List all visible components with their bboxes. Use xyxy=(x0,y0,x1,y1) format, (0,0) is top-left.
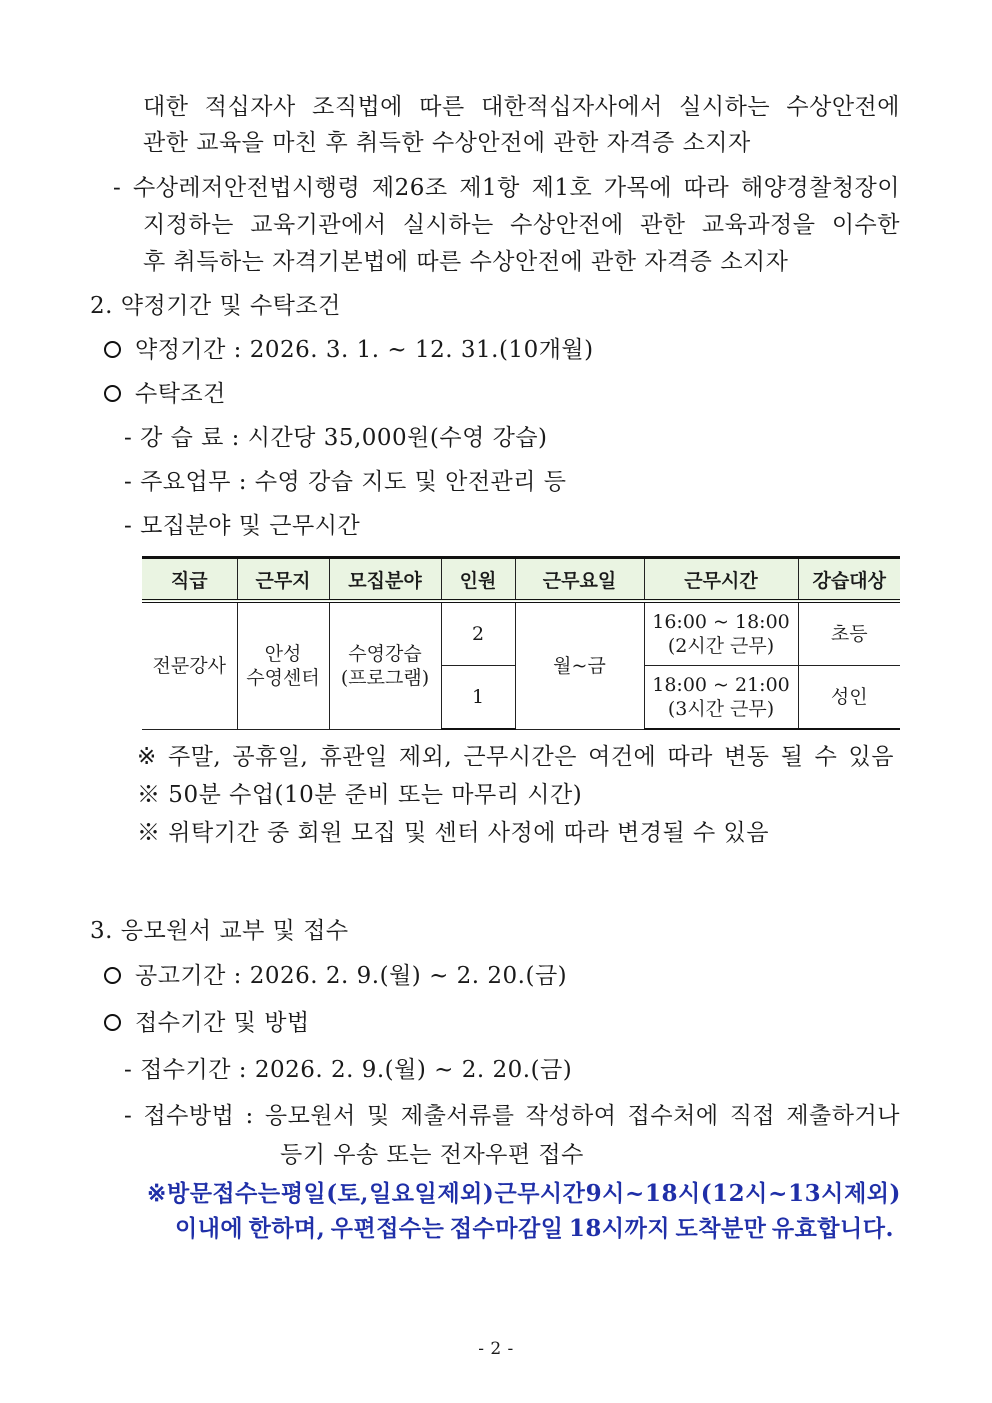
receipt-method-1: - 접수방법 : 응모원서 및 제출서류를 작성하여 접수처에 직접 제출하거나 xyxy=(124,1103,900,1129)
receipt-title-text: 접수기간 및 방법 xyxy=(135,1010,310,1036)
place-line-1: 안성 xyxy=(264,642,302,665)
place-line-2: 수영센터 xyxy=(246,666,320,689)
qualification-line-2: 관한 교육을 마친 후 취득한 수상안전에 관한 자격증 소지자 xyxy=(143,130,751,156)
conditions-title-text: 수탁조건 xyxy=(135,381,226,407)
header-field: 모집분야 xyxy=(329,558,441,602)
contract-period xyxy=(104,335,594,365)
days-cell: 월~금 xyxy=(515,601,644,729)
table-row xyxy=(142,601,900,665)
contract-period-text: 약정기간 : 2026. 3. 1. ~ 12. 31.(10개월) xyxy=(135,337,594,363)
header-days: 근무요일 xyxy=(515,558,644,602)
time-note: (2시간 근무) xyxy=(667,634,775,657)
main-duties: - 주요업무 : 수영 강습 지도 및 안전관리 등 xyxy=(124,469,567,495)
recruitment-fields: - 모집분야 및 근무시간 xyxy=(124,513,361,539)
lesson-fee: - 강 습 료 : 시간당 35,000원(수영 강습) xyxy=(124,425,548,451)
header-target: 강습대상 xyxy=(798,558,900,602)
header-count: 인원 xyxy=(441,558,515,602)
notice-period-text: 공고기간 : 2026. 2. 9.(월) ~ 2. 20.(금) xyxy=(135,963,568,989)
qualification-line-3: - 수상레저안전법시행령 제26조 제1항 제1호 가목에 따라 해양경찰청장이 xyxy=(113,175,900,201)
important-notice-2: 이내에 한하며, 우편접수는 접수마감일 18시까지 도착분만 유효합니다. xyxy=(175,1215,894,1242)
section2-heading: 2. 약정기간 및 수탁조건 xyxy=(90,293,341,319)
circle-bullet-icon xyxy=(104,385,121,402)
note-1: ※ 주말, 공휴일, 휴관일 제외, 근무시간은 여건에 따라 변동 될 수 있음 xyxy=(137,744,894,770)
receipt-period: - 접수기간 : 2026. 2. 9.(월) ~ 2. 20.(금) xyxy=(124,1057,573,1083)
target-cell: 성인 xyxy=(798,665,900,729)
time-range: 16:00 ~ 18:00 xyxy=(652,610,790,633)
receipt-method-2: 등기 우송 또는 전자우편 접수 xyxy=(280,1142,584,1168)
receipt-title xyxy=(104,1008,310,1038)
time-cell xyxy=(644,665,798,729)
important-notice-1: ※ 방문접수는 평일(토, 일요일 제외) 근무시간 9시 ~ 18시(12시 ~ 13시 제외) xyxy=(147,1180,901,1207)
table-header-row xyxy=(142,558,900,602)
qualification-line-5: 후 취득하는 자격기본법에 따른 수상안전에 관한 자격증 소지자 xyxy=(143,249,789,275)
conditions-title xyxy=(104,379,226,409)
recruitment-table xyxy=(142,556,900,730)
notice-period xyxy=(104,961,567,991)
time-note: (3시간 근무) xyxy=(667,697,775,720)
section3-heading: 3. 응모원서 교부 및 접수 xyxy=(90,918,349,944)
place-cell xyxy=(237,601,329,729)
circle-bullet-icon xyxy=(104,1014,121,1031)
qualification-line-4: 지정하는 교육기관에서 실시하는 수상안전에 관한 교육과정을 이수한 xyxy=(143,212,900,238)
qualification-line-1: 대한 적십자사 조직법에 따른 대한적십자사에서 실시하는 수상안전에 xyxy=(143,94,900,120)
header-rank: 직급 xyxy=(142,558,237,602)
header-time: 근무시간 xyxy=(644,558,798,602)
time-cell xyxy=(644,601,798,665)
count-cell: 1 xyxy=(441,665,515,729)
field-cell xyxy=(329,601,441,729)
count-cell: 2 xyxy=(441,601,515,665)
circle-bullet-icon xyxy=(104,967,121,984)
note-2: ※ 50분 수업(10분 준비 또는 마무리 시간) xyxy=(137,782,583,808)
field-line-2: (프로그램) xyxy=(340,666,430,689)
circle-bullet-icon xyxy=(104,341,121,358)
field-line-1: 수영강습 xyxy=(348,642,422,665)
header-place: 근무지 xyxy=(237,558,329,602)
target-cell: 초등 xyxy=(798,601,900,665)
time-range: 18:00 ~ 21:00 xyxy=(652,673,790,696)
rank-cell: 전문강사 xyxy=(142,601,237,729)
page-number: - 2 - xyxy=(478,1339,514,1359)
note-3: ※ 위탁기간 중 회원 모집 및 센터 사정에 따라 변경될 수 있음 xyxy=(137,820,769,846)
